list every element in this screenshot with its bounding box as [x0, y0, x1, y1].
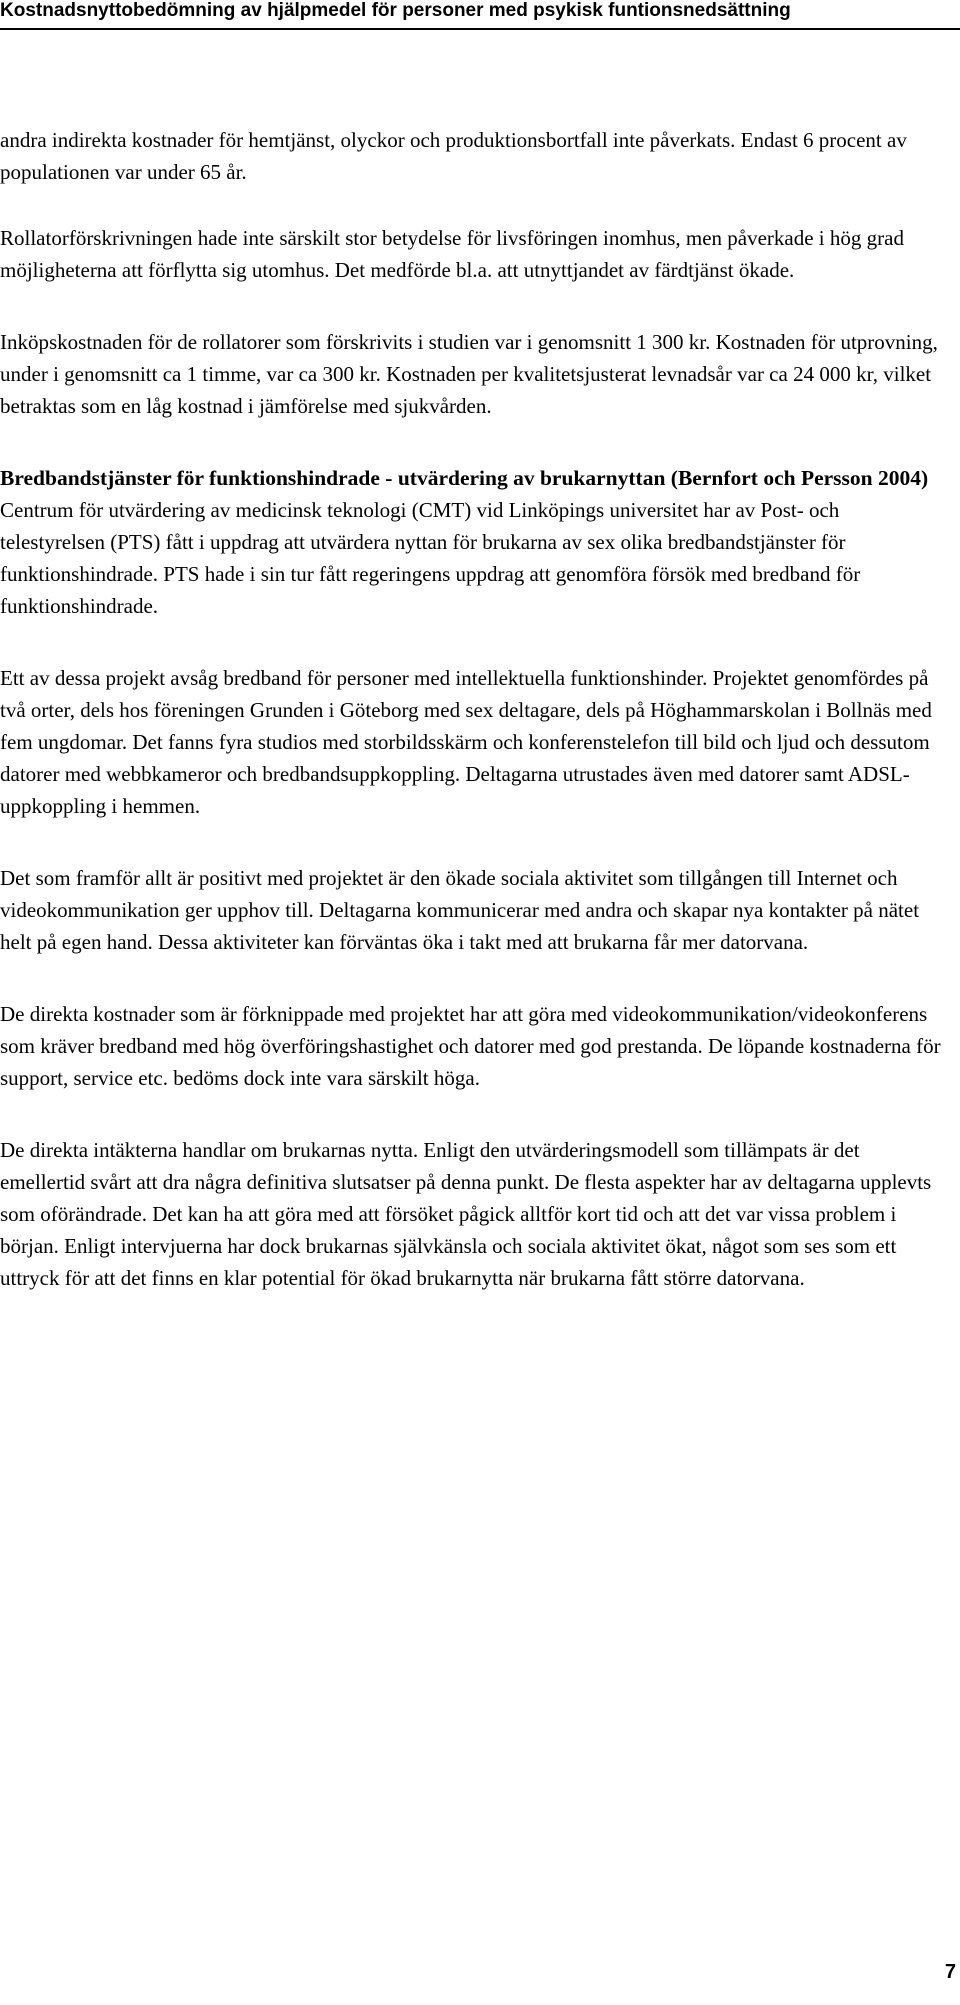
page-header: Kostnadsnyttobedömning av hjälpmedel för personer med psykisk funtionsnedsättning [0, 0, 791, 21]
section-heading: Bredbandstjänster för funktionshindrade - utvärdering av brukarnyttan (Bernfort och Persson 2004) [0, 466, 929, 490]
paragraph: De direkta intäkterna handlar om brukarnas nytta. Enligt den utvärderingsmodell som tillämpats är det emellertid svårt att dra några definitiva slutsatser på denna punkt. De flesta aspekter har av deltagarna upplevts som oförändrade. Det kan ha att göra med att försöket pågick alltför kort tid och att det var vissa problem i början. Enligt intervjuerna har dock brukarnas självkänsla och sociala aktivitet ökat, något som ses som ett uttryck för att det finns en klar potential för ökad brukarnytta när brukarna fått större datorvana. [0, 1138, 932, 1290]
document-body [0, 124, 948, 1334]
header-divider [0, 28, 960, 30]
paragraph: Inköpskostnaden för de rollatorer som förskrivits i studien var i genomsnitt 1 300 kr. Kostnaden för utprovning, under i genomsnitt ca 1 timme, var ca 300 kr. Kostnaden per kvalitetsjusterat levnadsår var ca 24 000 kr, vilket betraktas som en låg kostnad i jämförelse med sjukvården. [0, 330, 938, 418]
paragraph: Det som framför allt är positivt med projektet är den ökade sociala aktivitet som tillgången till Internet och videokommunikation ger upphov till. Deltagarna kommunicerar med andra och skapar nya kontakter på nätet helt på egen hand. Dessa aktiviteter kan förväntas öka i takt med att brukarna får mer datorvana. [0, 866, 920, 954]
paragraph: Rollatorförskrivningen hade inte särskilt stor betydelse för livsföringen inomhus, men påverkade i hög grad möjligheterna att förflytta sig utomhus. Det medförde bl.a. att utnyttjandet av färdtjänst ökade. [0, 226, 904, 282]
page-number: 7 [944, 1961, 956, 1983]
paragraph: andra indirekta kostnader för hemtjänst, olyckor och produktionsbortfall inte påverkats. Endast 6 procent av populationen var under 65 år. [0, 128, 907, 184]
paragraph: Centrum för utvärdering av medicinsk teknologi (CMT) vid Linköpings universitet har av Post- och telestyrelsen (PTS) fått i uppdrag att utvärdera nyttan för brukarna av sex olika bredbandstjänster för funktionshindrade. PTS hade i sin tur fått regeringens uppdrag att genomföra försök med bredband för funktionshindrade. [0, 498, 861, 618]
paragraph: Ett av dessa projekt avsåg bredband för personer med intellektuella funktionshinder. Projektet genomfördes på två orter, dels hos föreningen Grunden i Göteborg med sex deltagare, dels på Höghammarskolan i Bollnäs med fem ungdomar. Det fanns fyra studios med storbildsskärm och konferenstelefon till bild och ljud och dessutom datorer med webbkameror och bredbandsuppkoppling. Deltagarna utrustades även med datorer samt ADSL-uppkoppling i hemmen. [0, 666, 932, 818]
paragraph: De direkta kostnader som är förknippade med projektet har att göra med videokommunikation/videokonferens som kräver bredband med hög överföringshastighet och datorer med god prestanda. De löpande kostnaderna för support, service etc. bedöms dock inte vara särskilt höga. [0, 1002, 941, 1090]
